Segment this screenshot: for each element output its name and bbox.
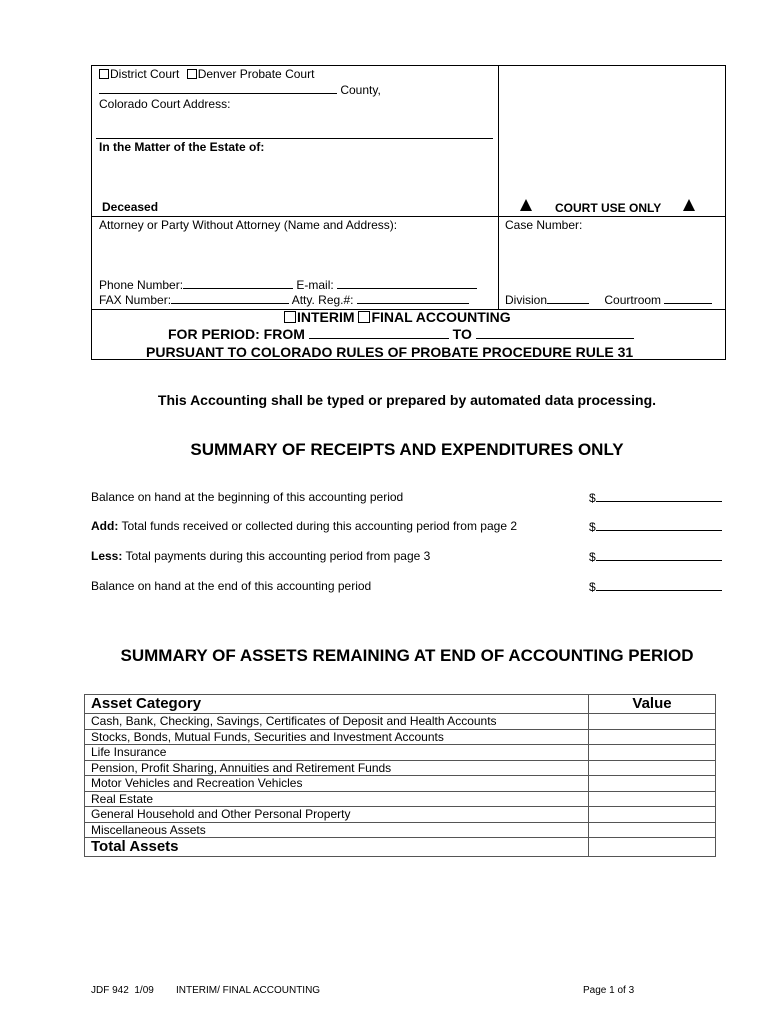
asset-category-header: Asset Category (85, 695, 589, 714)
county-field[interactable] (99, 82, 337, 94)
asset-category-cell: Life Insurance (85, 745, 589, 761)
summary-row-less (91, 549, 430, 563)
atty-reg-label: Atty. Reg.#: (291, 293, 354, 307)
denver-probate-court-checkbox[interactable] (187, 69, 197, 79)
asset-category-cell: Motor Vehicles and Recreation Vehicles (85, 776, 589, 792)
currency-symbol: $ (589, 520, 596, 534)
summary-value-beginning (589, 490, 722, 505)
division-field[interactable] (547, 292, 589, 304)
period-line (168, 326, 634, 342)
asset-value-cell[interactable] (589, 822, 716, 838)
summary-row-text: Balance on hand at the beginning of this accounting period (91, 490, 404, 504)
form-id: JDF 942 (91, 985, 129, 996)
summary-row-text: Balance on hand at the end of this accounting period (91, 579, 372, 593)
county-line (99, 82, 381, 97)
instruction-text: This Accounting shall be typed or prepared by automated data processing. (157, 392, 657, 408)
footer-form-name: INTERIM/ FINAL ACCOUNTING (176, 985, 321, 996)
asset-value-cell[interactable] (589, 760, 716, 776)
payments-field[interactable] (596, 549, 722, 561)
final-checkbox[interactable] (358, 311, 370, 323)
less-prefix: Less: (91, 549, 123, 563)
received-funds-field[interactable] (596, 519, 722, 531)
court-address-field[interactable] (96, 138, 493, 139)
up-arrow-icon (520, 199, 532, 211)
accounting-type (284, 309, 511, 325)
asset-value-cell[interactable] (589, 791, 716, 807)
court-address-label: Colorado Court Address: (99, 97, 231, 111)
email-field[interactable] (337, 277, 477, 289)
ending-balance-field[interactable] (596, 579, 722, 591)
atty-reg-field[interactable] (357, 292, 469, 304)
asset-value-cell[interactable] (589, 729, 716, 745)
currency-symbol: $ (589, 491, 596, 505)
asset-category-cell: General Household and Other Personal Property (85, 807, 589, 823)
court-selection (99, 67, 314, 81)
caption-row-line-1 (91, 216, 726, 217)
summary-row-text: Total payments during this accounting period from page 3 (122, 549, 431, 563)
summary-value-add (589, 519, 722, 534)
summary-row-text: Total funds received or collected during this accounting period from page 2 (118, 519, 518, 533)
courtroom-label: Courtroom (604, 293, 662, 307)
asset-category-cell: Stocks, Bonds, Mutual Funds, Securities and Investment Accounts (85, 729, 589, 745)
county-label: County, (340, 83, 381, 97)
table-row (85, 776, 716, 792)
total-assets-label: Total Assets (85, 838, 589, 857)
table-row (85, 760, 716, 776)
interim-checkbox[interactable] (284, 311, 296, 323)
period-from-label: FOR PERIOD: FROM (168, 326, 305, 342)
attorney-label: Attorney or Party Without Attorney (Name and Address): (99, 218, 398, 232)
table-row (85, 714, 716, 730)
division-line (505, 292, 712, 307)
summary-row-add (91, 519, 517, 533)
phone-field[interactable] (183, 277, 293, 289)
table-row (85, 745, 716, 761)
asset-value-cell[interactable] (589, 714, 716, 730)
asset-value-cell[interactable] (589, 807, 716, 823)
assets-heading: SUMMARY OF ASSETS REMAINING AT END OF ACCOUNTING PERIOD (120, 646, 694, 665)
period-from-field[interactable] (309, 326, 449, 339)
footer-page-number: Page 1 of 3 (583, 985, 635, 996)
beginning-balance-field[interactable] (596, 490, 722, 502)
summary-value-less (589, 549, 722, 564)
fax-reg-line (99, 292, 469, 307)
total-assets-value-cell[interactable] (589, 838, 716, 857)
footer-form-id (91, 985, 154, 996)
asset-category-cell: Pension, Profit Sharing, Annuities and Retirement Funds (85, 760, 589, 776)
courtroom-field[interactable] (664, 292, 712, 304)
table-row (85, 729, 716, 745)
caption-divider (498, 65, 499, 309)
assets-table (84, 694, 716, 857)
value-header: Value (589, 695, 716, 714)
in-matter-label: In the Matter of the Estate of: (99, 140, 265, 154)
asset-category-cell: Real Estate (85, 791, 589, 807)
up-arrow-icon (683, 199, 695, 211)
fax-label: FAX Number: (99, 293, 172, 307)
deceased-label: Deceased (102, 200, 159, 214)
asset-value-cell[interactable] (589, 776, 716, 792)
currency-symbol: $ (589, 550, 596, 564)
table-row (85, 807, 716, 823)
final-accounting-label: FINAL ACCOUNTING (371, 309, 511, 325)
summary-row-end (91, 579, 371, 593)
total-row (85, 838, 716, 857)
asset-category-cell: Miscellaneous Assets (85, 822, 589, 838)
table-row (85, 791, 716, 807)
summary-row-beginning (91, 490, 403, 504)
summary-heading: SUMMARY OF RECEIPTS AND EXPENDITURES ONLY (190, 440, 624, 459)
email-label: E-mail: (296, 278, 334, 292)
denver-probate-court-label: Denver Probate Court (197, 67, 315, 81)
phone-label: Phone Number: (99, 278, 184, 292)
pursuant-line: PURSUANT TO COLORADO RULES OF PROBATE PROCEDURE RULE 31 (146, 344, 634, 360)
division-label: Division (505, 293, 548, 307)
table-header-row (85, 695, 716, 714)
period-to-field[interactable] (476, 326, 634, 339)
asset-category-cell: Cash, Bank, Checking, Savings, Certificates of Deposit and Health Accounts (85, 714, 589, 730)
fax-field[interactable] (171, 292, 289, 304)
summary-value-end (589, 579, 722, 594)
court-use-only-label: COURT USE ONLY (555, 201, 662, 215)
case-number-label: Case Number: (505, 218, 583, 232)
currency-symbol: $ (589, 580, 596, 594)
period-to-label: TO (452, 326, 472, 342)
asset-value-cell[interactable] (589, 745, 716, 761)
phone-email-line (99, 277, 477, 292)
district-court-checkbox[interactable] (99, 69, 109, 79)
form-date: 1/09 (134, 985, 154, 996)
table-row (85, 822, 716, 838)
interim-label: INTERIM (297, 309, 355, 325)
add-prefix: Add: (91, 519, 119, 533)
district-court-label: District Court (110, 67, 180, 81)
